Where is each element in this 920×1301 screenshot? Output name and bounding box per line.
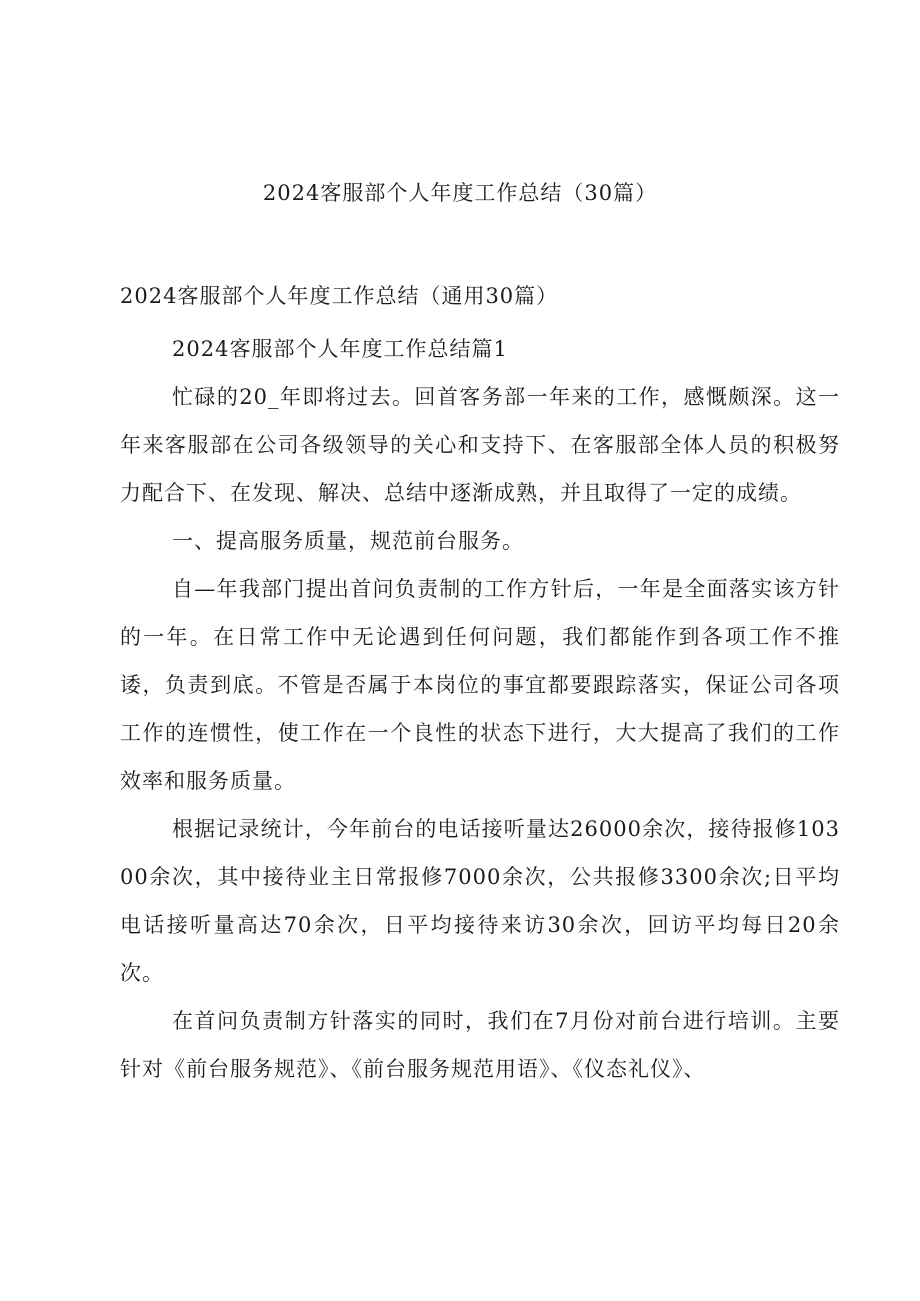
section-heading-service-quality: 一、提高服务质量，规范前台服务。 bbox=[172, 529, 524, 553]
document-title: 2024客服部个人年度工作总结（30篇） bbox=[262, 181, 658, 205]
paragraph-first-responsibility: 自—年我部门提出首问负责制的工作方针后，一年是全面落实该方针的一年。在日常工作中无论遇到任何问题，我们都能作到各项工作不推诿，负责到底。不管是否属于本岗位的事宜都要跟踪落实，保证公司各项工作的连惯性，使工作在一个良性的状态下进行，大大提高了我们的工作效率和服务质量。 bbox=[120, 577, 840, 793]
document-body bbox=[120, 325, 840, 1093]
document-subtitle: 2024客服部个人年度工作总结（通用30篇） bbox=[120, 284, 559, 308]
paragraph-training: 在首问负责制方针落实的同时，我们在7月份对前台进行培训。主要针对《前台服务规范》、《前台服务规范用语》、《仪态礼仪》、 bbox=[120, 1009, 840, 1081]
paragraph-intro: 忙碌的20_年即将过去。回首客务部一年来的工作，感慨颇深。这一年来客服部在公司各级领导的关心和支持下、在客服部全体人员的积极努力配合下、在发现、解决、总结中逐渐成熟，并且取得了一定的成绩。 bbox=[120, 385, 840, 505]
section-heading-part-1: 2024客服部个人年度工作总结篇1 bbox=[172, 337, 508, 361]
paragraph-statistics: 根据记录统计，今年前台的电话接听量达26000余次，接待报修10300余次，其中接待业主日常报修7000余次，公共报修3300余次;日平均电话接听量高达70余次，日平均接待来访30余次，回访平均每日20余次。 bbox=[120, 817, 840, 985]
